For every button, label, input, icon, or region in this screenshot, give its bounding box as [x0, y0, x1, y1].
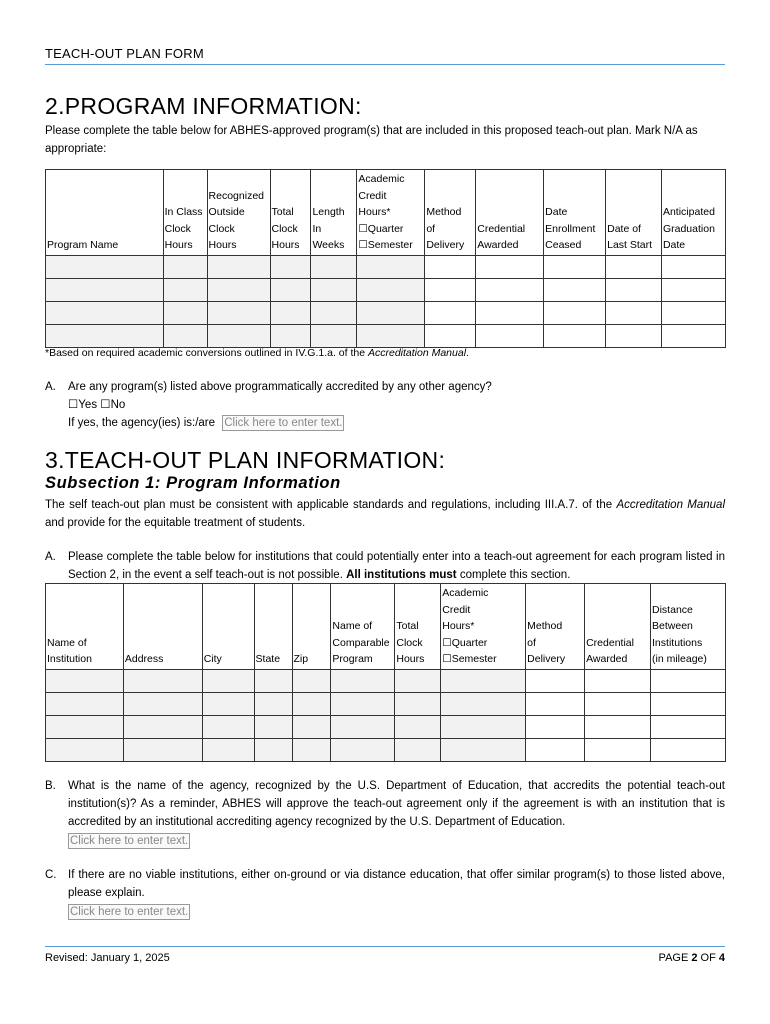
prog-header-text: ☐Quarter: [358, 222, 404, 235]
table-input-cell[interactable]: [292, 715, 331, 738]
table-input-cell[interactable]: [425, 255, 476, 278]
table-input-cell[interactable]: [46, 255, 164, 278]
table-input-cell[interactable]: [651, 715, 726, 738]
s2-question-a-letter: A.: [45, 381, 56, 393]
header-divider: [45, 64, 725, 65]
table-input-cell[interactable]: [544, 255, 606, 278]
table-input-cell[interactable]: [395, 715, 441, 738]
s3-question-b-letter: B.: [45, 780, 56, 792]
table-input-cell[interactable]: [395, 692, 441, 715]
prog-header-text: Hours: [271, 239, 300, 251]
table-input-cell[interactable]: [357, 324, 425, 347]
accreditation-choice: [68, 396, 125, 414]
table-input-cell[interactable]: [207, 301, 270, 324]
inst-header-text: Clock: [396, 636, 423, 649]
prog-header-text: Last Start: [607, 239, 653, 251]
table-input-cell[interactable]: [46, 278, 164, 301]
inst-header-text: Awarded: [586, 653, 628, 665]
table-input-cell[interactable]: [163, 278, 207, 301]
table-input-cell[interactable]: [661, 324, 725, 347]
table-input-cell[interactable]: [46, 324, 164, 347]
table-input-cell[interactable]: [526, 692, 585, 715]
subsection1-title: Subsection 1: Program Information: [45, 474, 341, 492]
inst-header-text: ☐Semester: [442, 653, 497, 665]
inst-header-text: Between: [652, 620, 693, 632]
table-input-cell[interactable]: [123, 669, 202, 692]
prog-header-col-3: [270, 170, 311, 256]
table-input-cell[interactable]: [526, 738, 585, 761]
prog-header-text: Delivery: [426, 239, 465, 251]
table-row: [46, 255, 726, 278]
inst-header-col-3: [254, 584, 292, 670]
agency-row: [68, 414, 344, 432]
table-input-cell[interactable]: [270, 255, 311, 278]
prog-header-text: Credit: [358, 189, 387, 202]
inst-header-text: State: [255, 653, 281, 665]
prog-header-text: Weeks: [312, 239, 345, 251]
table-input-cell[interactable]: [585, 738, 651, 761]
form-header-title: TEACH-OUT PLAN FORM: [45, 46, 204, 61]
inst-header-text: Comparable: [332, 636, 390, 649]
table-row: [46, 324, 726, 347]
table-input-cell[interactable]: [441, 715, 526, 738]
prog-header-text: Graduation: [662, 222, 715, 235]
inst-header-text: Delivery: [527, 653, 566, 665]
section3-title: 3.TEACH-OUT PLAN INFORMATION:: [45, 447, 446, 473]
inst-header-text: Zip: [293, 653, 309, 665]
table-input-cell[interactable]: [292, 738, 331, 761]
prog-header-col-0: [46, 170, 164, 256]
table-input-cell[interactable]: [651, 692, 726, 715]
s3-question-c-text: If there are no viable institutions, either on-ground or via distance education, that offer similar program(s) to those listed above, please explain.: [68, 869, 725, 899]
table-input-cell[interactable]: [476, 324, 544, 347]
table-input-cell[interactable]: [606, 301, 662, 324]
table-input-cell[interactable]: [544, 301, 606, 324]
prog-header-col-1: [163, 170, 207, 256]
table-input-cell[interactable]: [357, 278, 425, 301]
prog-header-text: Hours*: [358, 206, 391, 218]
table-input-cell[interactable]: [202, 669, 254, 692]
prog-header-text: of: [426, 222, 436, 235]
table-input-cell[interactable]: [207, 324, 270, 347]
inst-header-text: Name of: [332, 620, 373, 632]
s3-question-a-letter: A.: [45, 551, 56, 563]
table-input-cell[interactable]: [425, 278, 476, 301]
prog-header-text: Enrollment: [545, 222, 596, 235]
table-input-cell[interactable]: [544, 324, 606, 347]
inst-header-text: Institutions: [652, 636, 703, 649]
table-input-cell[interactable]: [46, 715, 124, 738]
prog-header-col-6: [425, 170, 476, 256]
table-input-cell[interactable]: [123, 738, 202, 761]
table-input-cell[interactable]: [207, 278, 270, 301]
prog-header-text: In Class: [164, 206, 203, 218]
inst-header-col-1: [123, 584, 202, 670]
inst-header-text: (in mileage): [652, 653, 707, 665]
table-input-cell[interactable]: [441, 669, 526, 692]
prog-header-text: Credential: [477, 222, 526, 235]
section3-intro: The self teach-out plan must be consistent with applicable standards and regulations, including III.A.7. of the Accreditation Manual and provide for the equitable treatment of students.: [45, 499, 725, 529]
prog-header-text: Method: [426, 206, 462, 218]
inst-header-col-7: [441, 584, 526, 670]
table-input-cell[interactable]: [46, 669, 124, 692]
table-input-cell[interactable]: [585, 669, 651, 692]
prog-header-text: Recognized: [208, 189, 264, 202]
prog-header-text: Outside: [208, 206, 245, 218]
inst-header-text: Academic: [442, 587, 489, 599]
table-input-cell[interactable]: [476, 255, 544, 278]
table-input-cell[interactable]: [254, 715, 292, 738]
table-input-cell[interactable]: [46, 738, 124, 761]
prog-header-text: Clock: [271, 222, 298, 235]
inst-header-text: Address: [124, 653, 164, 665]
table-input-cell[interactable]: [292, 692, 331, 715]
table-input-cell[interactable]: [441, 738, 526, 761]
inst-header-col-9: [585, 584, 651, 670]
inst-header-col-0: [46, 584, 124, 670]
table-row: [46, 669, 726, 692]
prog-header-text: ☐Semester: [358, 239, 413, 251]
footer-divider: [45, 946, 725, 947]
inst-header-text: Credential: [586, 636, 634, 649]
prog-header-col-7: [476, 170, 544, 256]
table-input-cell[interactable]: [476, 301, 544, 324]
table-input-cell[interactable]: [606, 255, 662, 278]
table-input-cell[interactable]: [357, 301, 425, 324]
inst-header-text: Hours: [396, 653, 425, 665]
inst-header-text: Distance: [652, 603, 693, 616]
inst-header-col-5: [331, 584, 395, 670]
table-input-cell[interactable]: [526, 715, 585, 738]
prog-header-col-4: [311, 170, 357, 256]
inst-header-text: Name of: [47, 636, 87, 649]
prog-header-text: Ceased: [545, 239, 582, 251]
table-input-cell[interactable]: [46, 692, 124, 715]
inst-header-col-6: [395, 584, 441, 670]
table-input-cell[interactable]: [331, 669, 395, 692]
table-row: [46, 278, 726, 301]
table-input-cell[interactable]: [254, 669, 292, 692]
agency-label: If yes, the agency(ies) is:/are: [68, 417, 216, 429]
prog-header-text: Total: [271, 206, 294, 218]
program-info-table: [45, 169, 726, 348]
table-row: [46, 301, 726, 324]
prog-header-col-10: [661, 170, 725, 256]
table-input-cell[interactable]: [544, 278, 606, 301]
table-input-cell[interactable]: [202, 692, 254, 715]
table-input-cell[interactable]: [202, 715, 254, 738]
table-row: [46, 738, 726, 761]
table-input-cell[interactable]: [123, 715, 202, 738]
inst-header-col-10: [651, 584, 726, 670]
page-number: PAGE 2 OF 4: [658, 952, 725, 964]
table-input-cell[interactable]: [476, 278, 544, 301]
table-input-cell[interactable]: [651, 738, 726, 761]
inst-header-text: Method: [527, 620, 563, 632]
table-input-cell[interactable]: [585, 692, 651, 715]
inst-header-col-8: [526, 584, 585, 670]
table-input-cell[interactable]: [311, 278, 357, 301]
s3-question-c-letter: C.: [45, 869, 57, 881]
table-row: [46, 692, 726, 715]
inst-header-text: Institution: [47, 653, 92, 665]
table-input-cell[interactable]: [123, 692, 202, 715]
section2-intro: Please complete the table below for ABHES-approved program(s) that are included in this proposed teach-out plan. Mark N/A as appropriate:: [45, 125, 698, 155]
table-input-cell[interactable]: [163, 324, 207, 347]
table-input-cell[interactable]: [661, 255, 725, 278]
prog-header-col-8: [544, 170, 606, 256]
academic-credit-footnote: *Based on required academic conversions outlined in IV.G.1.a. of the Accreditation Manual.: [45, 347, 469, 359]
section2-title: 2.PROGRAM INFORMATION:: [45, 93, 362, 119]
yes-checkbox[interactable]: ☐Yes: [68, 399, 98, 411]
table-input-cell[interactable]: [331, 715, 395, 738]
prog-header-col-2: [207, 170, 270, 256]
agency-name-text-field[interactable]: Click here to enter text.: [70, 835, 189, 847]
prog-header-text: Hours: [164, 239, 193, 251]
table-input-cell[interactable]: [311, 301, 357, 324]
prog-header-text: Date: [545, 206, 568, 218]
table-input-cell[interactable]: [270, 278, 311, 301]
table-input-cell[interactable]: [606, 278, 662, 301]
table-input-cell[interactable]: [441, 692, 526, 715]
prog-header-text: Date of: [607, 222, 641, 235]
prog-header-text: In: [312, 222, 322, 235]
inst-header-col-2: [202, 584, 254, 670]
prog-header-text: Anticipated: [662, 206, 715, 218]
table-input-cell[interactable]: [46, 301, 164, 324]
table-input-cell[interactable]: [202, 738, 254, 761]
table-input-cell[interactable]: [163, 255, 207, 278]
table-input-cell[interactable]: [661, 301, 725, 324]
inst-header-text: of: [527, 636, 536, 649]
table-input-cell[interactable]: [311, 255, 357, 278]
agency-text-field[interactable]: Click here to enter text.: [224, 417, 343, 429]
table-input-cell[interactable]: [163, 301, 207, 324]
inst-header-text: City: [203, 653, 222, 665]
table-input-cell[interactable]: [425, 301, 476, 324]
prog-header-text: Academic: [358, 173, 405, 185]
prog-header-text: Program Name: [47, 239, 119, 251]
explanation-text-field[interactable]: Click here to enter text.: [70, 906, 189, 918]
table-input-cell[interactable]: [395, 669, 441, 692]
prog-header-text: Awarded: [477, 239, 519, 251]
table-input-cell[interactable]: [661, 278, 725, 301]
table-input-cell[interactable]: [395, 738, 441, 761]
inst-header-text: Total: [396, 620, 419, 632]
table-input-cell[interactable]: [207, 255, 270, 278]
prog-header-col-9: [606, 170, 662, 256]
table-input-cell[interactable]: [254, 738, 292, 761]
table-input-cell[interactable]: [357, 255, 425, 278]
no-checkbox[interactable]: ☐No: [100, 399, 126, 411]
table-input-cell[interactable]: [425, 324, 476, 347]
institution-table: [45, 583, 726, 762]
s2-question-a-text: Are any program(s) listed above programmatically accredited by any other agency?: [68, 381, 492, 393]
s3-question-a-text: Please complete the table below for institutions that could potentially enter into a teach-out agreement for each program listed in Section 2, in the event a self teach-out is not possible. All institutions must complete this section.: [68, 551, 725, 581]
table-input-cell[interactable]: [606, 324, 662, 347]
table-input-cell[interactable]: [331, 738, 395, 761]
table-input-cell[interactable]: [651, 669, 726, 692]
table-input-cell[interactable]: [292, 669, 331, 692]
prog-header-text: Hours: [208, 239, 237, 251]
prog-header-text: Clock: [164, 222, 191, 235]
prog-header-text: Clock: [208, 222, 235, 235]
prog-header-col-5: [357, 170, 425, 256]
inst-header-text: Program: [332, 653, 373, 665]
table-input-cell[interactable]: [270, 324, 311, 347]
revised-date: Revised: January 1, 2025: [45, 952, 170, 964]
table-input-cell[interactable]: [311, 324, 357, 347]
table-input-cell[interactable]: [254, 692, 292, 715]
table-row: [46, 715, 726, 738]
table-input-cell[interactable]: [526, 669, 585, 692]
inst-header-text: Credit: [442, 603, 471, 616]
prog-header-text: Date: [662, 239, 686, 251]
prog-header-text: Length: [312, 206, 345, 218]
inst-header-text: ☐Quarter: [442, 636, 488, 649]
s3-question-b-text: What is the name of the agency, recognized by the U.S. Department of Education, that accredits the potential teach-out institution(s)? As a reminder, ABHES will approve the teach-out agreement only if the agreement is with an institution that is accredited by an institutional accrediting agency recognized by the U.S. Department of Education.: [68, 780, 725, 828]
table-input-cell[interactable]: [331, 692, 395, 715]
table-input-cell[interactable]: [585, 715, 651, 738]
inst-header-text: Hours*: [442, 620, 475, 632]
inst-header-col-4: [292, 584, 331, 670]
table-input-cell[interactable]: [270, 301, 311, 324]
